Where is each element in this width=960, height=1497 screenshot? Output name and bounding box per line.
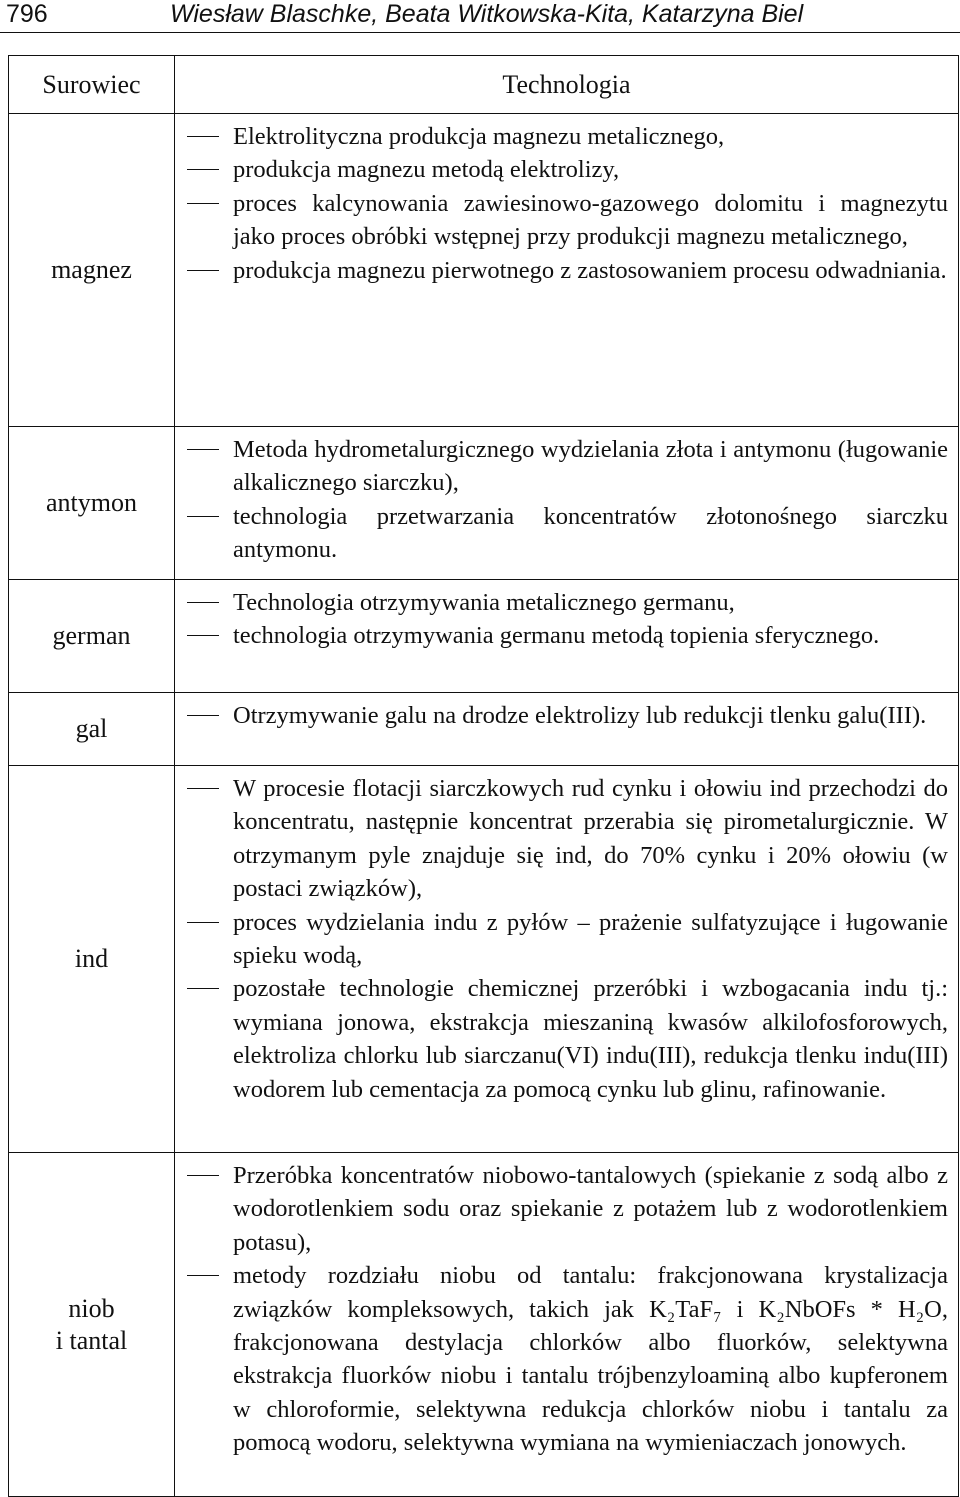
list-item: technologia przetwarzania koncentratów złotonośnego siarczku antymonu.	[233, 500, 948, 567]
page-number: 796	[6, 0, 48, 28]
technology-list	[175, 427, 958, 571]
technology-cell	[175, 114, 959, 427]
list-item: metody rozdziału niobu od tantalu: frakcjonowana krystalizacja związków kompleksowych, takich jak K₂TaF₇ i K₂NbOFs * H₂O, frakcjonowana destylacja chlorków albo fluorków, selektywna ekstrakcja fluorków niobu i tantalu trójbenzyloaminą albo kupferonem w chloroformie, selektywna redukcja chlorków niobu i tantalu za pomocą wodoru, selektywna wymiana na wymieniaczach jonowych.	[233, 1259, 948, 1459]
list-item: proces wydzielania indu z pyłów – prażenie sulfatyzujące i ługowanie spieku wodą,	[233, 906, 948, 973]
list-item: pozostałe technologie chemicznej przeróbki i wzbogacania indu tj.: wymiana jonowa, ekstrakcja mieszaniną kwasów alkilofosforowych, elektroliza chlorku lub siarczanu(VI) indu(III), redukcja tlenku indu(III) wodorem lub cementacja za pomocą cynku lub glinu, rafinowanie.	[233, 972, 948, 1106]
running-header	[0, 0, 960, 34]
table-row	[9, 427, 959, 580]
table-row	[9, 1153, 959, 1497]
list-item: Przeróbka koncentratów niobowo-tantalowych (spiekanie z sodą albo z wodorotlenkiem sodu oraz spiekanie z potażem lub z wodorotlenkiem potasu),	[233, 1159, 948, 1259]
list-item: W procesie flotacji siarczkowych rud cynku i ołowiu ind przechodzi do koncentratu, następnie koncentrat przerabia się pirometalurgicznie. W otrzymanym pyle znajduje się ind, do 70% cynku i 20% ołowiu (w postaci związków),	[233, 772, 948, 906]
table-header-row	[9, 56, 959, 114]
list-item: Metoda hydrometalurgicznego wydzielania złota i antymonu (ługowanie alkalicznego siarczku),	[233, 433, 948, 500]
raw-material-cell: german	[9, 580, 175, 693]
list-item: produkcja magnezu pierwotnego z zastosowaniem procesu odwadniania.	[233, 254, 948, 287]
technology-cell	[175, 580, 959, 693]
technology-table	[8, 55, 959, 1497]
table-row	[9, 114, 959, 427]
technology-cell	[175, 427, 959, 580]
table-row	[9, 766, 959, 1153]
raw-material-cell: magnez	[9, 114, 175, 427]
technology-cell	[175, 766, 959, 1153]
list-item: proces kalcynowania zawiesinowo-gazowego dolomitu i magnezytu jako proces obróbki wstępnej przy produkcji magnezu metalicznego,	[233, 187, 948, 254]
column-header-raw-material: Surowiec	[9, 56, 175, 114]
raw-material-cell: antymon	[9, 427, 175, 580]
header-rule	[0, 32, 960, 33]
running-head-authors: Wiesław Blaschke, Beata Witkowska-Kita, Katarzyna Biel	[170, 0, 804, 28]
technology-list	[175, 766, 958, 1110]
technology-cell	[175, 693, 959, 766]
table-row	[9, 693, 959, 766]
raw-material-cell: ind	[9, 766, 175, 1153]
raw-material-cell: niob i tantal	[9, 1153, 175, 1497]
technology-list	[175, 1153, 958, 1464]
list-item: produkcja magnezu metodą elektrolizy,	[233, 153, 948, 186]
technology-list	[175, 114, 958, 291]
list-item: Technologia otrzymywania metalicznego germanu,	[233, 586, 948, 619]
technology-list	[175, 693, 958, 736]
list-item: Elektrolityczna produkcja magnezu metalicznego,	[233, 120, 948, 153]
column-header-technology: Technologia	[175, 56, 959, 114]
technology-list	[175, 580, 958, 657]
table-row	[9, 580, 959, 693]
list-item: Otrzymywanie galu na drodze elektrolizy lub redukcji tlenku galu(III).	[233, 699, 948, 732]
list-item: technologia otrzymywania germanu metodą topienia sferycznego.	[233, 619, 948, 652]
technology-cell	[175, 1153, 959, 1497]
raw-material-cell: gal	[9, 693, 175, 766]
